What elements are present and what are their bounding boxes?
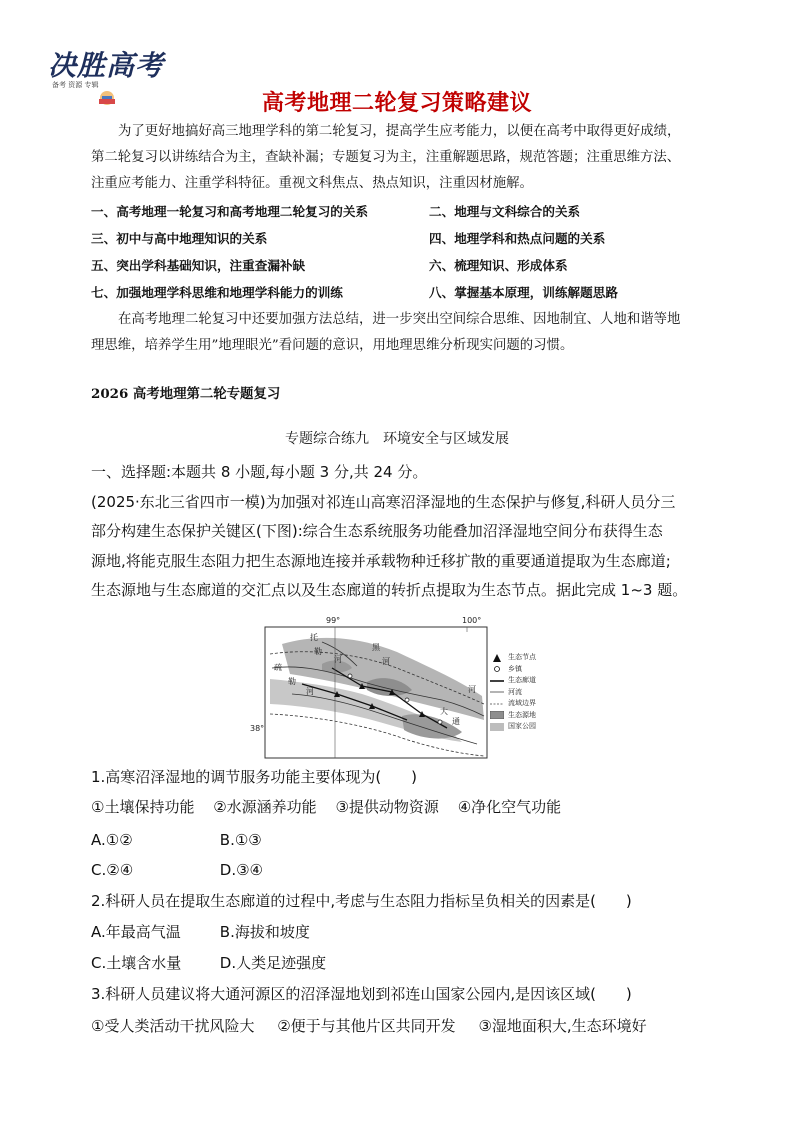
qilian-wetland-map — [250, 616, 544, 761]
legend-item — [490, 698, 536, 710]
strategy-item: 三、初中与高中地理知识的关系 — [91, 231, 268, 246]
legend-item — [490, 652, 536, 664]
part-intro: 一、选择题:本题共 8 小题,每小题 3 分,共 24 分。 — [91, 463, 428, 481]
answer-option[interactable]: C.②④ — [91, 861, 134, 879]
legend-label: 生态节点 — [508, 653, 536, 661]
statement: ②水源涵养功能 — [213, 798, 317, 816]
strategy-item: 二、地理与文科综合的关系 — [429, 204, 581, 219]
strategy-item: 四、地理学科和热点问题的关系 — [429, 231, 606, 246]
document-title: 高考地理二轮复习策略建议 — [261, 91, 532, 116]
map-place-label: 黑 — [372, 643, 380, 652]
strategy-item: 五、突出学科基础知识，注重查漏补缺 — [91, 258, 306, 273]
map-place-label: 勒 — [288, 677, 296, 686]
town-icon — [490, 665, 504, 673]
statement: ③提供动物资源 — [335, 798, 439, 816]
strategy-list — [91, 198, 711, 306]
river-line-icon — [490, 688, 504, 696]
intro-line: 第二轮复习以讲练结合为主，查缺补漏；专题复习为主，注重解题思路，规范答题；注重思维方法、 — [91, 150, 681, 165]
question-3-stem: 3.科研人员建议将大通河源区的沼泽湿地划到祁连山国家公园内,是因该区域( ) — [91, 985, 632, 1003]
legend-item — [490, 687, 536, 699]
legend-label: 流域边界 — [508, 699, 536, 707]
strategy-row — [91, 252, 711, 279]
intro-line: 注重应考能力、注重学科特征。重视文科焦点、热点知识，注重因材施解。 — [91, 176, 533, 191]
strategy-item: 八、掌握基本原理，训练解题思路 — [429, 285, 618, 300]
corridor-line-icon — [490, 677, 504, 685]
answer-option[interactable]: A.①② — [91, 831, 133, 849]
map-place-label: 河 — [306, 687, 314, 696]
map-place-label: 河 — [382, 657, 390, 666]
statement: ②便于与其他片区共同开发 — [277, 1017, 456, 1035]
longitude-label: 99° — [326, 616, 341, 625]
boundary-line-icon — [490, 700, 504, 708]
map-place-label: 勒 — [314, 647, 322, 656]
node-icon — [490, 654, 504, 662]
statement: ①受人类活动干扰风险大 — [91, 1017, 255, 1035]
strategy-item: 七、加强地理学科思维和地理学科能力的训练 — [91, 285, 343, 300]
latitude-label: 38° — [250, 724, 265, 733]
question-block — [91, 458, 721, 606]
legend-label: 生态廊道 — [508, 676, 536, 684]
strategy-row — [91, 198, 711, 225]
question-3-statements — [91, 1011, 647, 1041]
answer-option[interactable]: A.年最高气温 — [91, 923, 181, 941]
legend-label: 生态源地 — [508, 710, 536, 719]
strategy-row — [91, 279, 711, 306]
exercise-title: 专题综合练九 环境安全与区域发展 — [285, 431, 509, 447]
legend-label: 河流 — [508, 687, 522, 696]
method-paragraph — [91, 307, 711, 359]
question-1-stem: 1.高寒沼泽湿地的调节服务功能主要体现为( ) — [91, 768, 418, 786]
context-line: (2025·东北三省四市一模)为加强对祁连山高寒沼泽湿地的生态保护与修复,科研人员分三 — [91, 492, 676, 511]
legend-item — [490, 710, 536, 722]
brand-logo-subtext: 备考 资源 专辑 — [52, 81, 99, 89]
question-2-options-row — [91, 948, 326, 978]
source-area-icon — [490, 711, 504, 719]
legend-label: 国家公园 — [508, 722, 536, 730]
legend-item — [490, 675, 536, 687]
legend-item — [490, 664, 536, 676]
question-2-options-row — [91, 917, 310, 947]
brand-logo-text: 决胜高考 — [48, 49, 165, 82]
statement: ④净化空气功能 — [457, 798, 562, 816]
map-place-label: 通 — [452, 717, 460, 726]
map-place-label: 河 — [334, 655, 342, 664]
question-2-stem: 2.科研人员在提取生态廊道的过程中,考虑与生态阻力指标呈负相关的因素是( ) — [91, 892, 632, 910]
map-legend — [490, 652, 536, 733]
method-line: 理思维，培养学生用”地理眼光”看问题的意识，用地理思维分析现实问题的习惯。 — [91, 338, 574, 353]
statement: ③湿地面积大,生态环境好 — [478, 1017, 647, 1035]
answer-option[interactable]: D.人类足迹强度 — [219, 954, 327, 972]
answer-option[interactable]: C.土壤含水量 — [91, 954, 182, 972]
answer-option[interactable]: D.③④ — [219, 861, 263, 879]
legend-label: 乡镇 — [508, 664, 522, 673]
longitude-label: 100° — [462, 616, 482, 625]
statement: ①土壤保持功能 — [91, 798, 195, 816]
context-line: 部分构建生态保护关键区(下图):综合生态系统服务功能叠加沼泽湿地空间分布获得生态 — [91, 522, 663, 540]
national-park-icon — [490, 723, 504, 731]
answer-option[interactable]: B.海拔和坡度 — [219, 923, 310, 941]
answer-option[interactable]: B.①③ — [219, 831, 262, 849]
context-line: 生态源地与生态廊道的交汇点以及生态廊道的转折点提取为生态节点。据此完成 1~3 题。 — [91, 581, 688, 599]
question-1-options-row — [91, 825, 262, 855]
map-place-label: 托 — [310, 633, 318, 642]
strategy-item: 一、高考地理一轮复习和高考地理二轮复习的关系 — [91, 204, 369, 219]
map-place-label: 河 — [468, 685, 476, 694]
map-place-label: 大 — [440, 707, 448, 716]
strategy-row — [91, 225, 711, 252]
legend-item — [490, 721, 536, 733]
map-place-label: 疏 — [274, 663, 282, 672]
method-line: 在高考地理二轮复习中还要加强方法总结，进一步突出空间综合思维、因地制宜、人地和谐等地 — [118, 312, 681, 327]
strategy-item: 六、梳理知识、形成体系 — [429, 258, 568, 273]
intro-paragraph — [91, 119, 711, 197]
context-line: 源地,将能克服生态阻力把生态源地连接并承载物种迁移扩散的重要通道提取为生态廊道; — [91, 551, 671, 570]
intro-line: 为了更好地搞好高三地理学科的第二轮复习，提高学生应考能力，以便在高考中取得更好成绩， — [118, 124, 681, 139]
question-1-options-row — [91, 855, 263, 885]
question-1-statements — [91, 792, 561, 822]
section-heading: 2026 高考地理第二轮专题复习 — [91, 386, 281, 402]
